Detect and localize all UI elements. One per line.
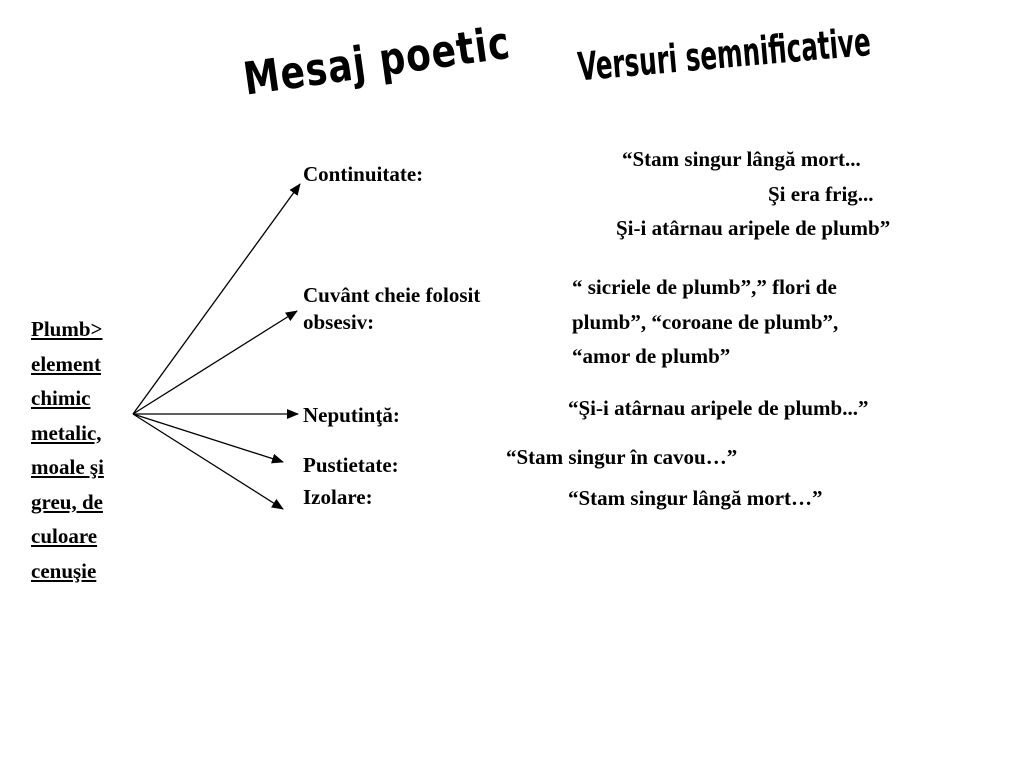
verse-line: plumb”, “coroane de plumb”, — [572, 309, 839, 334]
verse-neputinta: “Şi-i atârnau aripele de plumb...” — [568, 396, 869, 420]
label-pustietate: Pustietate: — [303, 453, 399, 477]
label-neputinta: Neputinţă: — [303, 403, 400, 427]
heading-versuri-semnificative: Versuri semnificative — [575, 18, 873, 90]
arrow-izolare — [133, 414, 283, 509]
arrow-cuvant-cheie — [133, 311, 297, 414]
label-continuitate: Continuitate: — [303, 162, 424, 186]
label-izolare: Izolare: — [303, 485, 373, 509]
verse-izolare: “Stam singur lângă mort…” — [568, 486, 823, 510]
verse-line: “amor de plumb” — [572, 344, 731, 368]
verse-continuitate — [616, 142, 890, 246]
label-cuvant-cheie: Cuvânt cheie folosit obsesiv: — [303, 283, 481, 334]
verse-line: “Stam singur lângă mort... — [622, 147, 861, 171]
heading-mesaj-poetic: Mesaj poetic — [240, 17, 514, 106]
verse-line: Şi-i atârnau aripele de plumb” — [616, 216, 891, 240]
verse-line: “ sicriele de plumb”,” flori de — [572, 275, 837, 299]
verse-pustietate: “Stam singur în cavou…” — [506, 445, 738, 469]
arrow-continuitate — [133, 184, 300, 414]
verse-line: Şi era frig... — [768, 181, 874, 206]
arrow-pustietate — [133, 414, 283, 462]
verse-cuvant-cheie — [572, 270, 838, 374]
source-node-plumb: Plumb> element chimic metalic, moale şi greu, de culoare cenuşie — [31, 317, 104, 583]
